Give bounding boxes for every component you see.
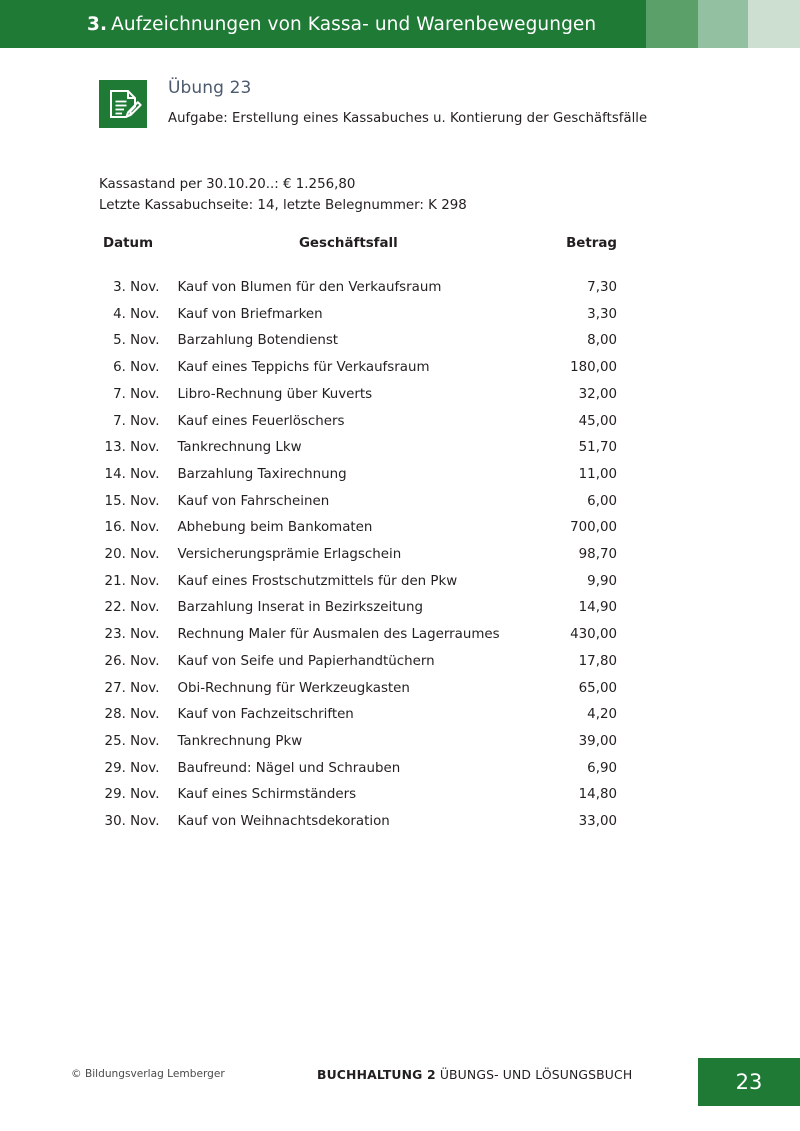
cell-date: 6. Nov. (113, 360, 160, 376)
table-row (99, 489, 619, 516)
table-row (99, 302, 619, 329)
cell-date: 13. Nov. (104, 440, 160, 456)
cell-description: Versicherungsprämie Erlagschein (177, 547, 402, 563)
document-pencil-icon (99, 80, 147, 128)
table-body (99, 275, 619, 836)
cell-description: Barzahlung Botendienst (177, 333, 339, 349)
footer-book-title (317, 1067, 632, 1082)
cell-description: Libro-Rechnung über Kuverts (177, 386, 373, 402)
cell-description: Kauf eines Schirmständers (177, 787, 357, 803)
last-page-reference-line: Letzte Kassabuchseite: 14, letzte Belegnummer: K 298 (99, 198, 467, 213)
cell-description: Kauf von Weihnachtsdekoration (177, 814, 390, 830)
cell-amount: 11,00 (578, 466, 617, 482)
cell-amount: 430,00 (570, 627, 617, 643)
cell-description: Abhebung beim Bankomaten (177, 520, 373, 536)
cell-date: 25. Nov. (104, 733, 160, 749)
cell-amount: 32,00 (578, 386, 617, 402)
footer-copyright: © Bildungsverlag Lemberger (71, 1068, 225, 1080)
table-row (99, 569, 619, 596)
cell-date: 26. Nov. (104, 653, 160, 669)
page-number-badge: 23 (698, 1058, 800, 1106)
intro-text-block (99, 174, 467, 216)
cell-date: 28. Nov. (104, 707, 160, 723)
page-footer (0, 1045, 800, 1131)
cell-description: Barzahlung Taxirechnung (177, 466, 347, 482)
column-header-date: Datum (103, 236, 154, 251)
header-swatch-2 (698, 0, 748, 48)
opening-balance-line: Kassastand per 30.10.20..: € 1.256,80 (99, 177, 356, 192)
cell-description: Obi-Rechnung für Werkzeugkasten (177, 680, 410, 696)
table-header-row (99, 236, 619, 257)
exercise-task-description: Aufgabe: Erstellung eines Kassabuches u. Kontierung der Geschäftsfälle (168, 111, 648, 126)
footer-book-title-bold: BUCHHALTUNG 2 (317, 1067, 436, 1082)
cell-date: 20. Nov. (104, 547, 160, 563)
cell-date: 14. Nov. (104, 466, 160, 482)
cell-description: Kauf eines Frostschutzmittels für den Pkw (177, 573, 458, 589)
transactions-table (99, 236, 619, 836)
table-row (99, 515, 619, 542)
cell-date: 4. Nov. (113, 306, 160, 322)
cell-amount: 8,00 (587, 333, 617, 349)
cell-description: Kauf von Fahrscheinen (177, 493, 330, 509)
table-row (99, 649, 619, 676)
cell-date: 29. Nov. (104, 760, 160, 776)
cell-description: Barzahlung Inserat in Bezirkszeitung (177, 600, 423, 616)
table-row (99, 355, 619, 382)
table-row (99, 409, 619, 436)
cell-date: 7. Nov. (113, 386, 160, 402)
cell-description: Tankrechnung Lkw (177, 440, 302, 456)
cell-description: Kauf eines Feuerlöschers (177, 413, 345, 429)
column-header-amount: Betrag (566, 236, 617, 251)
table-row (99, 382, 619, 409)
table-row (99, 542, 619, 569)
cell-amount: 65,00 (578, 680, 617, 696)
cell-amount: 9,90 (587, 573, 617, 589)
cell-date: 22. Nov. (104, 600, 160, 616)
cell-amount: 14,80 (578, 787, 617, 803)
exercise-heading-block (99, 80, 759, 140)
cell-description: Baufreund: Nägel und Schrauben (177, 760, 401, 776)
header-swatch-3 (748, 0, 800, 48)
cell-amount: 98,70 (578, 547, 617, 563)
table-row (99, 595, 619, 622)
cell-description: Kauf von Briefmarken (177, 306, 323, 322)
cell-date: 7. Nov. (113, 413, 160, 429)
cell-description: Kauf von Seife und Papierhandtüchern (177, 653, 435, 669)
table-row (99, 275, 619, 302)
cell-date: 23. Nov. (104, 627, 160, 643)
table-row (99, 328, 619, 355)
cell-date: 30. Nov. (104, 814, 160, 830)
footer-book-title-rest: ÜBUNGS- UND LÖSUNGSBUCH (439, 1067, 633, 1082)
cell-amount: 3,30 (587, 306, 617, 322)
header-swatch-1 (646, 0, 698, 48)
cell-date: 21. Nov. (104, 573, 160, 589)
exercise-title: Übung 23 (168, 78, 252, 98)
cell-amount: 14,90 (578, 600, 617, 616)
cell-amount: 6,90 (587, 760, 617, 776)
table-header (99, 236, 619, 275)
cell-date: 16. Nov. (104, 520, 160, 536)
table-row (99, 676, 619, 703)
cell-date: 5. Nov. (113, 333, 160, 349)
cell-amount: 17,80 (578, 653, 617, 669)
cell-description: Tankrechnung Pkw (177, 733, 303, 749)
table-row (99, 462, 619, 489)
chapter-header-bar (0, 0, 800, 48)
cell-description: Rechnung Maler für Ausmalen des Lagerraumes (177, 627, 500, 643)
cell-description: Kauf von Fachzeitschriften (177, 707, 354, 723)
cell-amount: 7,30 (587, 280, 617, 295)
cell-amount: 45,00 (578, 413, 617, 429)
cell-amount: 6,00 (587, 493, 617, 509)
table-row (99, 729, 619, 756)
cell-amount: 180,00 (570, 360, 617, 376)
cell-date: 15. Nov. (104, 493, 160, 509)
table-row (99, 702, 619, 729)
chapter-number: 3. (87, 13, 108, 35)
cell-amount: 33,00 (578, 814, 617, 830)
cell-description: Kauf eines Teppichs für Verkaufsraum (177, 360, 430, 376)
table-row (99, 622, 619, 649)
table-row (99, 756, 619, 783)
table-row (99, 782, 619, 809)
chapter-title (0, 14, 596, 35)
table-row (99, 809, 619, 836)
cell-amount: 4,20 (587, 707, 617, 723)
chapter-title-text: Aufzeichnungen von Kassa- und Warenbewegungen (111, 13, 597, 35)
table-header-spacer (99, 257, 619, 275)
cell-amount: 39,00 (578, 733, 617, 749)
cell-date: 3. Nov. (113, 280, 160, 295)
chapter-header-main (0, 0, 646, 48)
column-header-description: Geschäftsfall (298, 236, 398, 251)
table-row (99, 435, 619, 462)
cell-date: 29. Nov. (104, 787, 160, 803)
cell-date: 27. Nov. (104, 680, 160, 696)
cell-amount: 51,70 (578, 440, 617, 456)
cell-description: Kauf von Blumen für den Verkaufsraum (177, 280, 442, 295)
cell-amount: 700,00 (570, 520, 617, 536)
